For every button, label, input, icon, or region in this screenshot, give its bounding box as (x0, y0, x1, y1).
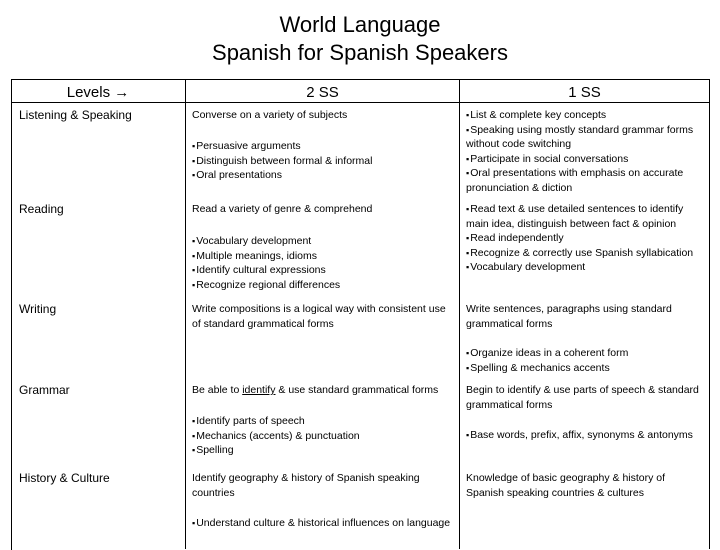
writing-1ss-bullets (466, 346, 704, 375)
list-item: ▪ Read text & use detailed sentences to identify main idea, distinguish between fact & opinion (466, 202, 704, 231)
list-item: ▪ Base words, prefix, affix, synonyms & antonyms (466, 428, 704, 443)
list-item: ▪ Speaking using mostly standard grammar forms without code switching (466, 123, 704, 152)
column-divider-3 (709, 79, 710, 549)
level-listening-speaking: Listening & Speaking (19, 108, 132, 122)
reading-2ss-bullets (192, 234, 454, 292)
grammar-intro-post: & use standard grammatical forms (275, 384, 439, 396)
list-item: ▪ Spelling (192, 443, 454, 458)
list-item: ▪ Identify parts of speech (192, 414, 454, 429)
listening-2ss-bullets (192, 139, 454, 183)
reading-2ss-intro: Read a variety of genre & comprehend (192, 203, 373, 215)
list-item: ▪ Persuasive arguments (192, 139, 454, 154)
grammar-1ss-bullets (466, 428, 704, 443)
level-history-culture: History & Culture (19, 471, 110, 485)
column-divider-2 (459, 79, 460, 549)
header-levels: Levels → (66, 84, 130, 101)
listening-2ss-intro: Converse on a variety of subjects (192, 109, 348, 121)
grammar-2ss-bullets (192, 414, 454, 458)
list-item: ▪ Vocabulary development (466, 260, 704, 275)
column-divider-1 (185, 79, 186, 549)
list-item: ▪ Vocabulary development (192, 234, 454, 249)
writing-2ss-intro: Write compositions is a logical way with consistent use of standard grammatical forms (192, 303, 446, 330)
list-item: ▪ Identify cultural expressions (192, 263, 454, 278)
grammar-1ss-intro: Begin to identify & use parts of speech & standard grammatical forms (466, 384, 699, 411)
grammar-intro-underlined: identify (242, 384, 276, 396)
history-1ss-intro: Knowledge of basic geography & history of Spanish speaking countries & cultures (466, 472, 666, 499)
list-item: ▪ Recognize regional differences (192, 278, 454, 293)
list-item: ▪ Participate in social conversations (466, 152, 704, 167)
document-subtitle: Spanish for Spanish Speakers (212, 40, 508, 65)
header-2ss: 2 SS (306, 84, 339, 101)
grammar-intro-pre: Be able to (192, 384, 243, 396)
list-item: ▪ List & complete key concepts (466, 108, 704, 123)
grammar-2ss-intro (192, 383, 456, 398)
history-2ss-bullets (192, 516, 454, 531)
list-item: ▪ Understand culture & historical influences on language (192, 516, 454, 531)
list-item: ▪ Multiple meanings, idioms (192, 249, 454, 264)
list-item: ▪ Oral presentations (192, 168, 454, 183)
list-item: ▪ Spelling & mechanics accents (466, 361, 704, 376)
list-item: ▪ Read independently (466, 231, 704, 246)
writing-1ss-intro: Write sentences, paragraphs using standard grammatical forms (466, 303, 672, 330)
header-1ss: 1 SS (568, 84, 601, 101)
list-item: ▪ Distinguish between formal & informal (192, 154, 454, 169)
level-writing: Writing (19, 302, 57, 316)
header-row-divider (11, 102, 709, 103)
reading-1ss-bullets (466, 202, 704, 275)
list-item: ▪ Oral presentations with emphasis on accurate pronunciation & diction (466, 166, 704, 195)
list-item: ▪ Recognize & correctly use Spanish syllabication (466, 246, 704, 261)
document-title: World Language (279, 12, 441, 37)
listening-1ss-bullets (466, 108, 704, 195)
level-reading: Reading (19, 202, 64, 216)
history-2ss-intro: Identify geography & history of Spanish speaking countries (192, 472, 420, 499)
list-item: ▪ Organize ideas in a coherent form (466, 346, 704, 361)
list-item: ▪ Mechanics (accents) & punctuation (192, 429, 454, 444)
level-grammar: Grammar (19, 383, 70, 397)
